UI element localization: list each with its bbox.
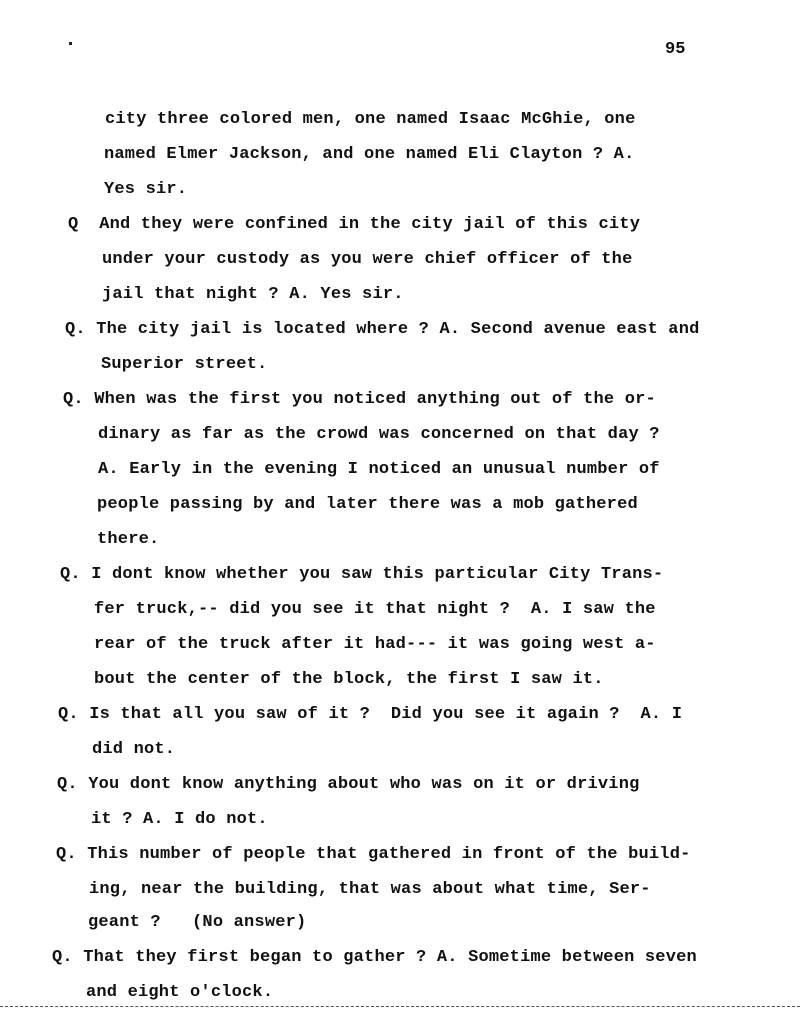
transcript-line: dinary as far as the crowd was concerned on that day ? — [98, 425, 660, 444]
page-number: 95 — [665, 40, 686, 59]
transcript-line: under your custody as you were chief officer of the — [102, 250, 633, 269]
transcript-line: Q. You dont know anything about who was on it or driving — [57, 775, 640, 794]
transcript-line: Q. The city jail is located where ? A. Second avenue east and — [65, 320, 700, 339]
scan-edge — [0, 1006, 800, 1008]
transcript-line: ing, near the building, that was about what time, Ser- — [89, 880, 651, 899]
transcript-line: it ? A. I do not. — [91, 810, 268, 829]
transcript-line: Q. That they first began to gather ? A. Sometime between seven — [52, 948, 697, 967]
transcript-line: named Elmer Jackson, and one named Eli Clayton ? A. — [104, 145, 635, 164]
transcript-line: fer truck,-- did you see it that night ? A. I saw the — [94, 600, 656, 619]
transcript-line: Q. Is that all you saw of it ? Did you see it again ? A. I — [58, 705, 683, 724]
transcript-line: Q And they were confined in the city jail of this city — [68, 215, 641, 234]
transcript-line: Q. When was the first you noticed anything out of the or- — [63, 390, 656, 409]
transcript-line: Q. I dont know whether you saw this particular City Trans- — [60, 565, 664, 584]
transcript-line: and eight o'clock. — [86, 983, 274, 1002]
speck — [69, 42, 72, 45]
transcript-line: A. Early in the evening I noticed an unusual number of — [98, 460, 660, 479]
transcript-line: there. — [97, 530, 160, 549]
transcript-line: Q. This number of people that gathered in front of the build- — [56, 845, 691, 864]
transcript-line: people passing by and later there was a mob gathered — [97, 495, 638, 514]
transcript-line: rear of the truck after it had--- it was going west a- — [94, 635, 656, 654]
transcript-line: city three colored men, one named Isaac McGhie, one — [105, 110, 636, 129]
transcript-line: geant ? (No answer) — [88, 913, 307, 932]
transcript-line: bout the center of the block, the first I saw it. — [94, 670, 604, 689]
transcript-line: Yes sir. — [104, 180, 188, 199]
transcript-line: jail that night ? A. Yes sir. — [102, 285, 404, 304]
transcript-line: did not. — [92, 740, 176, 759]
transcript-line: Superior street. — [101, 355, 268, 374]
